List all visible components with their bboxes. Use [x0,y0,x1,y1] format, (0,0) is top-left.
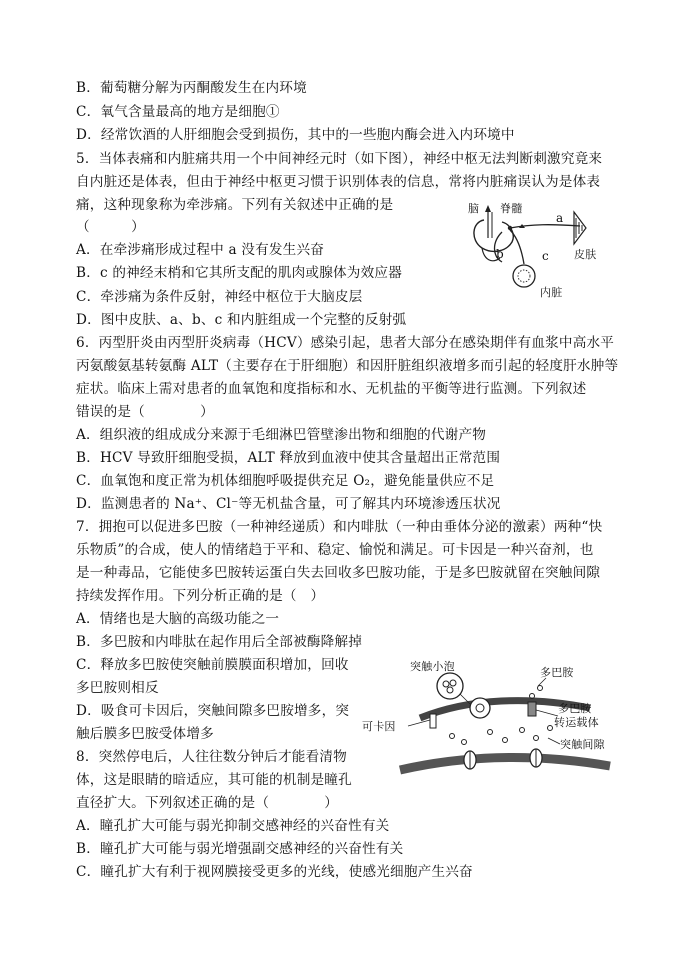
synapse-diagram [360,658,622,790]
spinal-cord-shape [474,220,513,251]
q5-option-b: B．c 的神经末梢和它其所支配的肌肉或腺体为效应器 [76,265,402,281]
q7-stem-line: 乐物质”的合成，使人的情绪趋于平和、稳定、愉悦和满足。可卡因是一种兴奋剂，也 [76,542,594,558]
q8-option-b: B．瞳孔扩大可能与弱光增强副交感神经的兴奋性有关 [76,841,404,857]
q7-option-d-cont: 触后膜多巴胺受体增多 [76,726,214,742]
q7-option-c-cont: 多巴胺则相反 [76,680,159,696]
q5-stem-line: 痛，这种现象称为牵涉痛。下列有关叙述中正确的是 [76,197,394,213]
label-b: b [496,247,504,261]
q6-option-c: C．血氧饱和度正常为机体细胞呼吸提供充足 O₂，避免能量供应不足 [76,473,495,489]
postsynaptic-membrane [400,757,610,770]
q5-stem-line: 自内脏还是体表，但由于神经中枢更习惯于识别体表的信息，常将内脏痛误认为是体表 [76,174,601,190]
q7-option-a: A．情绪也是大脑的高级功能之一 [76,611,280,627]
q8-stem-line: 8．突然停电后，人往往数分钟后才能看清物 [76,749,347,765]
q7-option-d: D．吸食可卡因后，突触间隙多巴胺增多，突 [76,703,350,719]
q6-stem-line: 6．丙型肝炎由丙型肝炎病毒（HCV）感染引起，患者大部分在感染期伴有血浆中高水平 [76,335,615,351]
label-dopamine: 多巴胺 [540,666,574,679]
q8-option-a: A．瞳孔扩大可能与弱光抑制交感神经的兴奋性有关 [76,818,390,834]
dopamine-molecules [450,686,553,745]
label-viscera: 内脏 [540,286,563,299]
q5-option-d: D．图中皮肤、a、b、c 和内脏组成一个完整的反射弧 [76,312,407,328]
q8-stem-line: 直径扩大。下列叙述正确的是（ ） [76,795,339,811]
q6-option-d: D．监测患者的 Na⁺、Cl⁻等无机盐含量，可了解其内环境渗透压状况 [76,496,501,512]
viscera-organ [513,265,535,287]
q7-option-c: C．释放多巴胺使突触前膜膜面积增加，回收 [76,657,349,673]
q6-stem-line: 丙氨酸氨基转氨酶 ALT（主要存在于肝细胞）和因肝脏组织液增多而引起的轻度肝水肿等 [76,358,619,374]
cocaine-molecule [430,714,436,728]
q8-option-c: C．瞳孔扩大有利于视网膜接受更多的光线，使感光细胞产生兴奋 [76,864,473,880]
q5-answer-blank: （ ） [76,219,145,235]
q4-option-b: B．葡萄糖分解为丙酮酸发生在内环境 [76,80,307,96]
reflex-arc-diagram [462,198,612,320]
label-spinal-cord: 脊髓 [500,202,523,215]
q8-stem-line: 体，这是眼睛的暗适应，其可能的机制是瞳孔 [76,772,352,788]
q6-option-a: A．组织液的组成成分来源于毛细淋巴管壁渗出物和细胞的代谢产物 [76,427,487,443]
q4-option-d: D．经常饮酒的人肝细胞会受到损伤，其中的一些胞内酶会进入内环境中 [76,127,515,143]
neuron-c [510,230,524,264]
q5-stem-line: 5．当体表痛和内脏痛共用一个中间神经元时（如下图），神经中枢无法判断刺激究竟来 [76,151,603,167]
synaptic-vesicle [437,673,463,699]
q7-stem-line: 持续发挥作用。下列分析正确的是（ ） [76,588,325,604]
q4-option-c: C．氧气含量最高的地方是细胞① [76,104,280,120]
label-synaptic-cleft: 突触间隙 [560,738,605,751]
q5-option-a: A．在牵涉痛形成过程中 a 没有发生兴奋 [76,242,325,258]
label-c: c [542,249,549,263]
q7-stem-line: 7．拥抱可以促进多巴胺（一种神经递质）和内啡肽（一种由垂体分泌的激素）两种“快 [76,519,603,535]
q6-option-b: B．HCV 导致肝细胞受损，ALT 释放到血液中使其含量超出正常范围 [76,450,501,466]
label-cocaine: 可卡因 [362,720,396,733]
q7-stem-line: 是一种毒品，它能使多巴胺转运蛋白失去回收多巴胺功能，于是多巴胺就留在突触间隙 [76,565,601,581]
label-brain: 脑 [468,202,480,215]
label-transporter-line1: 多巴胺 [558,702,592,715]
q6-stem-line: 症状。临床上需对患者的血氧饱和度指标和水、无机盐的平衡等进行监测。下列叙述 [76,381,587,397]
label-synaptic-vesicle: 突触小泡 [410,660,455,673]
q7-option-b: B．多巴胺和内啡肽在起作用后全部被酶降解掉 [76,634,363,650]
q5-option-c: C．牵涉痛为条件反射，神经中枢位于大脑皮层 [76,289,363,305]
label-a: a [556,211,564,225]
q6-stem-line: 错误的是（ ） [76,404,214,420]
dopamine-transporter [528,702,536,716]
label-transporter-line2: 转运载体 [554,716,599,729]
skin-block [574,212,586,244]
label-skin: 皮肤 [574,248,597,261]
